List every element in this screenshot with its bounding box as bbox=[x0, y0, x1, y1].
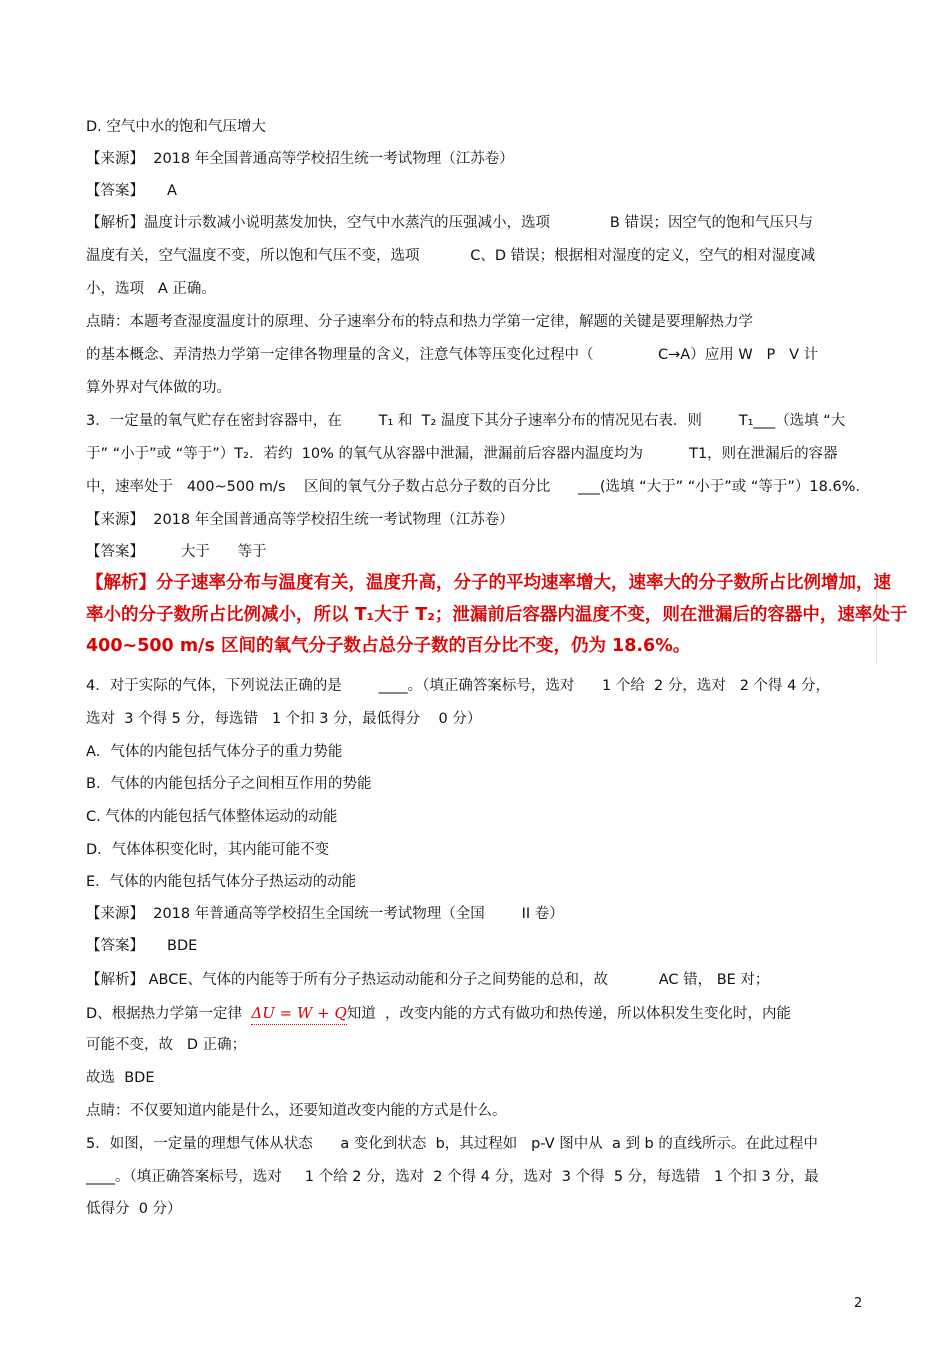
comment-line: 点睛：不仅要知道内能是什么，还要知道改变内能的方式是什么。 bbox=[86, 1103, 507, 1119]
source-line: 【来源】 2018 年普通高等学校招生全国统一考试物理（全国 II 卷） bbox=[86, 906, 564, 922]
answer-line: 【答案】 大于 等于 bbox=[86, 544, 267, 560]
comment-line: 算外界对气体做的功。 bbox=[86, 380, 231, 396]
page-number: 2 bbox=[854, 1296, 863, 1311]
answer-line: 【答案】 A bbox=[86, 183, 177, 199]
analysis-line: 【解析】温度计示数减小说明蒸发加快，空气中水蒸汽的压强减小，选项 B 错误；因空气的饱和气压只与 bbox=[86, 215, 813, 231]
option-e: E．气体的内能包括气体分子热运动的动能 bbox=[86, 874, 357, 890]
answer-line: 【答案】 BDE bbox=[86, 938, 198, 954]
source-line: 【来源】 2018 年全国普通高等学校招生统一考试物理（江苏卷） bbox=[86, 151, 514, 167]
option-a: A．气体的内能包括气体分子的重力势能 bbox=[86, 744, 343, 760]
question-4: 选对 3 个得 5 分，每选错 1 个扣 3 分，最低得分 0 分） bbox=[86, 711, 482, 727]
comment-line: 点睛：本题考查湿度温度计的原理、分子速率分布的特点和热力学第一定律，解题的关键是要理解热力学 bbox=[86, 314, 753, 330]
analysis-line: 可能不变，故 D 正确； bbox=[86, 1037, 247, 1053]
formula-image: ΔU = W + Q bbox=[251, 1002, 346, 1025]
choice-line: 故选 BDE bbox=[86, 1070, 155, 1086]
option-c: C. 气体的内能包括气体整体运动的动能 bbox=[86, 809, 338, 825]
option-d: D．气体体积变化时，其内能可能不变 bbox=[86, 842, 330, 858]
option-d: D. 空气中水的饱和气压增大 bbox=[86, 119, 266, 135]
question-5: 低得分 0 分） bbox=[86, 1201, 182, 1217]
question-3: 3．一定量的氧气贮存在密封容器中，在 T₁ 和 T₂ 温度下其分子速率分布的情况见右表．则 T₁___（选填 “大 bbox=[86, 413, 846, 429]
analysis-line: 温度有关，空气温度不变，所以饱和气压不变，选项 C、D 错误；根据相对湿度的定义，空气的相对湿度减 bbox=[86, 248, 816, 264]
question-5: 5．如图，一定量的理想气体从状态 a 变化到状态 b，其过程如 p-V 图中从 a 到 b 的直线所示。在此过程中 bbox=[86, 1136, 818, 1152]
question-5: ____。（填正确答案标号，选对 1 个给 2 分，选对 2 个得 4 分，选对 3 个得 5 分，每选错 1 个扣 3 分，最 bbox=[86, 1169, 819, 1185]
comment-line: 的基本概念、弄清热力学第一定律各物理量的含义，注意气体等压变化过程中（ C→A）应用 W P V 计 bbox=[86, 347, 819, 363]
option-b: B．气体的内能包括分子之间相互作用的势能 bbox=[86, 776, 372, 792]
analysis-line: 【解析】 ABCE、气体的内能等于所有分子热运动动能和分子之间势能的总和，故 AC 错， BE 对； bbox=[86, 972, 770, 988]
analysis-image-line: 400~500 m/s 区间的氧气分子数占总分子数的百分比不变，仍为 18.6%。 bbox=[86, 636, 691, 656]
question-4: 4．对于实际的气体，下列说法正确的是 ____。（填正确答案标号，选对 1 个给 2 分，选对 2 个得 4 分， bbox=[86, 678, 830, 694]
analysis-image-line: 【解析】分子速率分布与温度有关，温度升高，分子的平均速率增大，速率大的分子数所占比例增加，速 bbox=[86, 573, 891, 593]
analysis-image-line: 率小的分子数所占比例减小，所以 T₁大于 T₂；泄漏前后容器内温度不变，则在泄漏后的容器中，速率处于 bbox=[86, 604, 908, 625]
analysis-line: 小，选项 A 正确。 bbox=[86, 281, 216, 297]
question-3: 于” “小于”或 “等于”）T₂．若约 10% 的氧气从容器中泄漏，泄漏前后容器内温度均为 T1，则在泄漏后的容器 bbox=[86, 446, 838, 462]
analysis-line: D、根据热力学第一定律 ΔU = W + Q知道 ，改变内能的方式有做功和热传递，所以体积发生变化时，内能 bbox=[86, 1002, 864, 1025]
source-line: 【来源】 2018 年全国普通高等学校招生统一考试物理（江苏卷） bbox=[86, 512, 514, 528]
question-3: 中，速率处于 400~500 m/s 区间的氧气分子数占总分子数的百分比 ___(选填 “大于” “小于”或 “等于”）18.6%． bbox=[86, 479, 870, 495]
analysis-image bbox=[86, 568, 908, 664]
